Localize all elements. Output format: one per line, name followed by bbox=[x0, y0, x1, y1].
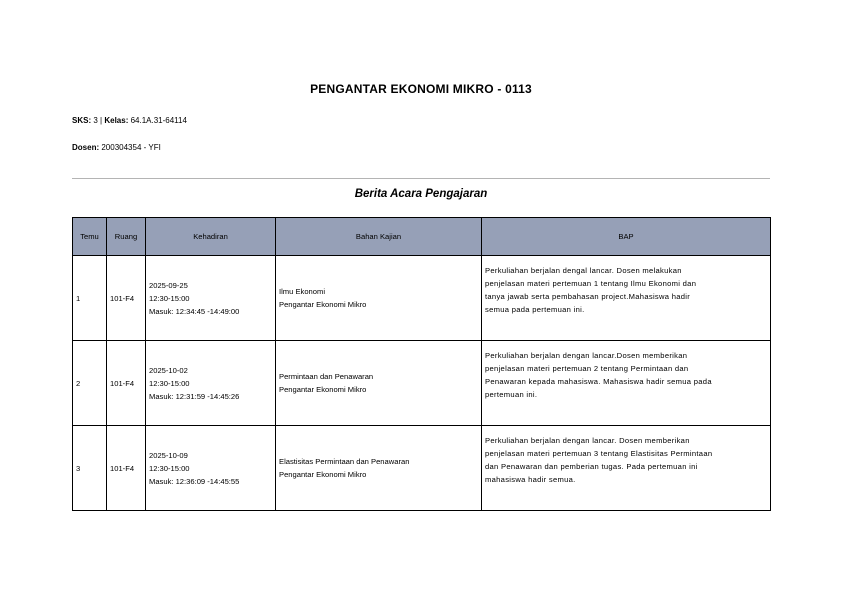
table-header-row bbox=[73, 218, 771, 256]
bap-line: tanya jawab serta pembahasan project.Mahasiswa hadir bbox=[485, 292, 691, 301]
ruang-cell: 101-F4 bbox=[107, 256, 146, 341]
kehadiran-cell bbox=[146, 256, 276, 341]
lecturer-meta bbox=[72, 143, 161, 152]
bahan-kajian-cell bbox=[276, 256, 482, 341]
sks-label: SKS: bbox=[72, 116, 92, 125]
session-date: 2025-10-09 bbox=[149, 450, 188, 460]
attendance-time: Masuk: 12:34:45 -14:49:00 bbox=[149, 306, 240, 316]
session-date: 2025-09-25 bbox=[149, 280, 188, 290]
course-title: PENGANTAR EKONOMI MIKRO - 0113 bbox=[310, 82, 532, 96]
bap-line: Perkuliahan berjalan dengan lancar. Dosen memberikan bbox=[485, 436, 690, 445]
column-header-bahan-kajian: Bahan Kajian bbox=[276, 218, 482, 256]
table-row bbox=[73, 256, 771, 341]
ruang-cell: 101-F4 bbox=[107, 341, 146, 426]
bap-line: semua pada pertemuan ini. bbox=[485, 305, 585, 314]
bap-line: penjelasan materi pertemuan 1 tentang Ilmu Ekonomi dan bbox=[485, 279, 697, 288]
dosen-value: 200304354 - YFI bbox=[101, 143, 161, 152]
bap-line: penjelasan materi pertemuan 2 tentang Permintaan dan bbox=[485, 364, 689, 373]
bap-line: Penawaran kepada mahasiswa. Mahasiswa hadir semua pada bbox=[485, 377, 712, 386]
course-text: Pengantar Ekonomi Mikro bbox=[279, 300, 367, 309]
attendance-time: Masuk: 12:36:09 -14:45:55 bbox=[149, 476, 240, 486]
topic-text: Elastisitas Permintaan dan Penawaran bbox=[279, 457, 410, 466]
bap-cell bbox=[482, 426, 771, 511]
ruang-cell: 101-F4 bbox=[107, 426, 146, 511]
bap-line: Perkuliahan berjalan dengal lancar. Dosen melakukan bbox=[485, 266, 682, 275]
kehadiran-cell bbox=[146, 341, 276, 426]
dosen-label: Dosen: bbox=[72, 143, 100, 152]
bahan-kajian-cell bbox=[276, 426, 482, 511]
topic-text: Permintaan dan Penawaran bbox=[279, 372, 374, 381]
attendance-time: Masuk: 12:31:59 -14:45:26 bbox=[149, 391, 240, 401]
course-text: Pengantar Ekonomi Mikro bbox=[279, 470, 367, 479]
bap-line: Perkuliahan berjalan dengan lancar.Dosen memberikan bbox=[485, 351, 688, 360]
topic-text: Ilmu Ekonomi bbox=[279, 287, 326, 296]
column-header-temu: Temu bbox=[73, 218, 107, 256]
column-header-bap: BAP bbox=[482, 218, 771, 256]
bap-line: penjelasan materi pertemuan 3 tentang Elastisitas Permintaan bbox=[485, 449, 713, 458]
kelas-value: 64.1A.31-64114 bbox=[130, 116, 187, 125]
session-date: 2025-10-02 bbox=[149, 365, 188, 375]
temu-cell: 1 bbox=[73, 256, 107, 341]
bap-line: pertemuan ini. bbox=[485, 390, 538, 399]
temu-cell: 2 bbox=[73, 341, 107, 426]
bap-line: mahasiswa hadir semua. bbox=[485, 475, 576, 484]
bahan-kajian-cell bbox=[276, 341, 482, 426]
section-title: Berita Acara Pengajaran bbox=[354, 188, 488, 200]
divider bbox=[72, 178, 770, 179]
course-meta bbox=[72, 116, 187, 125]
session-time: 12:30-15:00 bbox=[149, 378, 190, 388]
course-text: Pengantar Ekonomi Mikro bbox=[279, 385, 367, 394]
session-time: 12:30-15:00 bbox=[149, 463, 190, 473]
bap-cell bbox=[482, 341, 771, 426]
temu-cell: 3 bbox=[73, 426, 107, 511]
teaching-record-table bbox=[72, 217, 771, 511]
session-time: 12:30-15:00 bbox=[149, 293, 190, 303]
sks-value: 3 | bbox=[93, 116, 103, 125]
column-header-kehadiran: Kehadiran bbox=[146, 218, 276, 256]
column-header-ruang: Ruang bbox=[107, 218, 146, 256]
kelas-label: Kelas: bbox=[104, 116, 129, 125]
bap-cell bbox=[482, 256, 771, 341]
table-row bbox=[73, 426, 771, 511]
kehadiran-cell bbox=[146, 426, 276, 511]
bap-line: dan Penawaran dan pemberian tugas. Pada pertemuan ini bbox=[485, 462, 698, 471]
table-row bbox=[73, 341, 771, 426]
